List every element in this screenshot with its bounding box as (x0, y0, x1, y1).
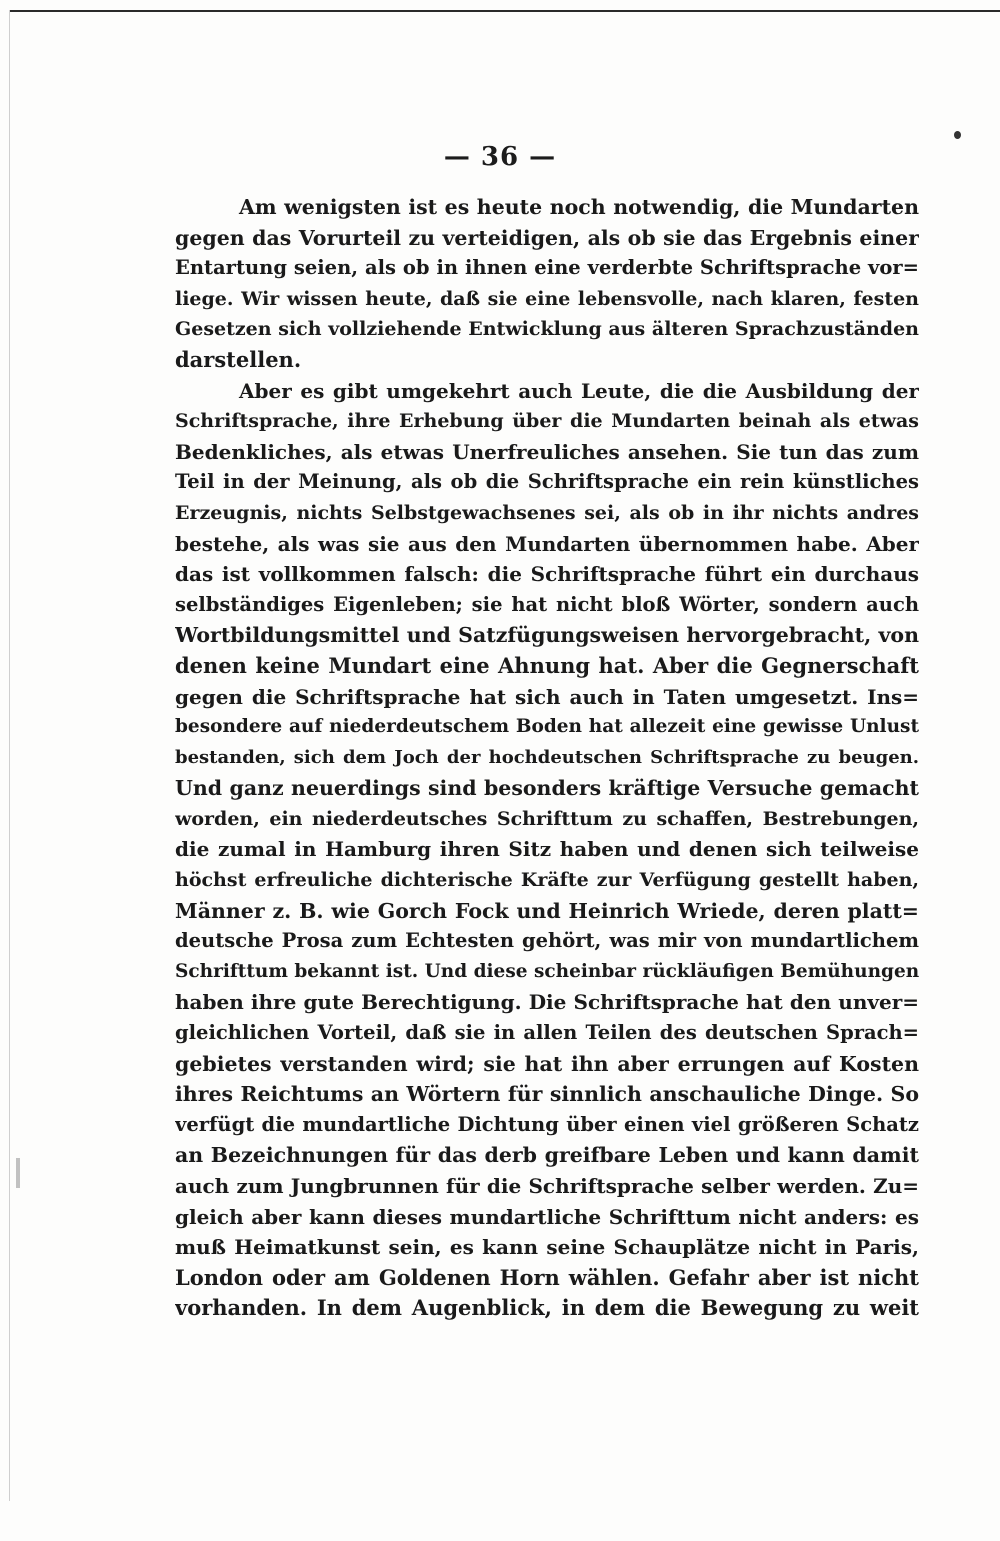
text-line: deutsche Prosa zum Echtesten gehört, was mir von mundartlichem (175, 929, 919, 953)
text-line: Aber es gibt umgekehrt auch Leute, die die Ausbildung der (239, 378, 919, 403)
text-line: Schrifttum bekannt ist. Und diese scheinbar rückläufigen Bemühungen (175, 960, 919, 982)
text-line: Bedenkliches, als etwas Unerfreuliches ansehen. Sie tun das zum (175, 439, 919, 464)
text-line: Schriftsprache, ihre Erhebung über die Mundarten beinah als etwas (175, 410, 919, 433)
text-line: bestanden, sich dem Joch der hochdeutschen Schriftsprache zu beugen. (175, 746, 919, 768)
binding-mark (16, 1158, 20, 1188)
text-line: höchst erfreuliche dichterische Kräfte zur Verfügung gestellt haben, (175, 869, 919, 892)
text-line: besondere auf niederdeutschem Boden hat allezeit eine gewisse Unlust (175, 716, 919, 738)
text-line: muß Heimatkunst sein, es kann seine Schauplätze nicht in Paris, (175, 1235, 919, 1260)
text-line: gleich aber kann dieses mundartliche Schrifttum nicht anders: es (175, 1204, 919, 1229)
body-text (175, 192, 919, 1324)
text-line: auch zum Jungbrunnen für die Schriftsprache selber werden. Zu= (175, 1174, 919, 1198)
text-line: gleichlichen Vorteil, daß sie in allen Teilen des deutschen Sprach= (175, 1021, 919, 1045)
text-line: die zumal in Hamburg ihren Sitz haben und denen sich teilweise (175, 837, 919, 862)
text-line: gegen das Vorurteil zu verteidigen, als ob sie das Ergebnis einer (175, 225, 919, 250)
text-line: Männer z. B. wie Gorch Fock und Heinrich Wriede, deren platt= (175, 898, 919, 923)
text-line: ihres Reichtums an Wörtern für sinnlich anschauliche Dinge. So (175, 1082, 919, 1107)
text-line: Entartung seien, als ob in ihnen eine verderbte Schriftsprache vor= (175, 256, 919, 280)
text-line: gegen die Schriftsprache hat sich auch in Taten umgesetzt. Ins= (175, 684, 919, 709)
text-line: darstellen. (175, 346, 302, 372)
text-line: selbständiges Eigenleben; sie hat nicht bloß Wörter, sondern auch (175, 592, 919, 616)
text-line: London oder am Goldenen Horn wählen. Gefahr aber ist nicht (175, 1264, 919, 1290)
text-line: Wortbildungsmittel und Satzfügungsweisen hervorgebracht, von (175, 623, 919, 648)
text-line: Gesetzen sich vollziehende Entwicklung aus älteren Sprachzuständen (175, 318, 919, 341)
text-line: Erzeugnis, nichts Selbstgewachsenes sei, als ob in ihr nichts andres (175, 501, 919, 524)
text-line: denen keine Mundart eine Ahnung hat. Aber die Gegnerschaft (175, 652, 919, 678)
text-line: Und ganz neuerdings sind besonders kräftige Versuche gemacht (175, 776, 919, 801)
page-number: — 36 — (443, 142, 557, 172)
text-line: liege. Wir wissen heute, daß sie eine lebensvolle, nach klaren, festen (175, 287, 919, 310)
text-line: an Bezeichnungen für das derb greifbare Leben und kann damit (175, 1143, 919, 1168)
page-top-edge (10, 10, 1000, 12)
text-line: verfügt die mundartliche Dichtung über einen viel größeren Schatz (175, 1112, 919, 1136)
text-line: worden, ein niederdeutsches Schrifttum zu schaffen, Bestrebungen, (175, 807, 919, 830)
text-line: Am wenigsten ist es heute noch notwendig, die Mundarten (239, 195, 919, 219)
text-line: bestehe, als was sie aus den Mundarten übernommen habe. Aber (175, 531, 919, 556)
page-left-edge (9, 10, 10, 1501)
text-line: das ist vollkommen falsch: die Schriftsprache führt ein durchaus (175, 562, 919, 587)
text-line: Teil in der Meinung, als ob die Schriftsprache ein rein künstliches (175, 470, 919, 494)
ink-speck (954, 131, 961, 139)
text-line: vorhanden. In dem Augenblick, in dem die Bewegung zu weit (175, 1295, 919, 1321)
text-line: gebietes verstanden wird; sie hat ihn aber errungen auf Kosten (175, 1051, 919, 1076)
text-line: haben ihre gute Berechtigung. Die Schriftsprache hat den unver= (175, 990, 919, 1015)
